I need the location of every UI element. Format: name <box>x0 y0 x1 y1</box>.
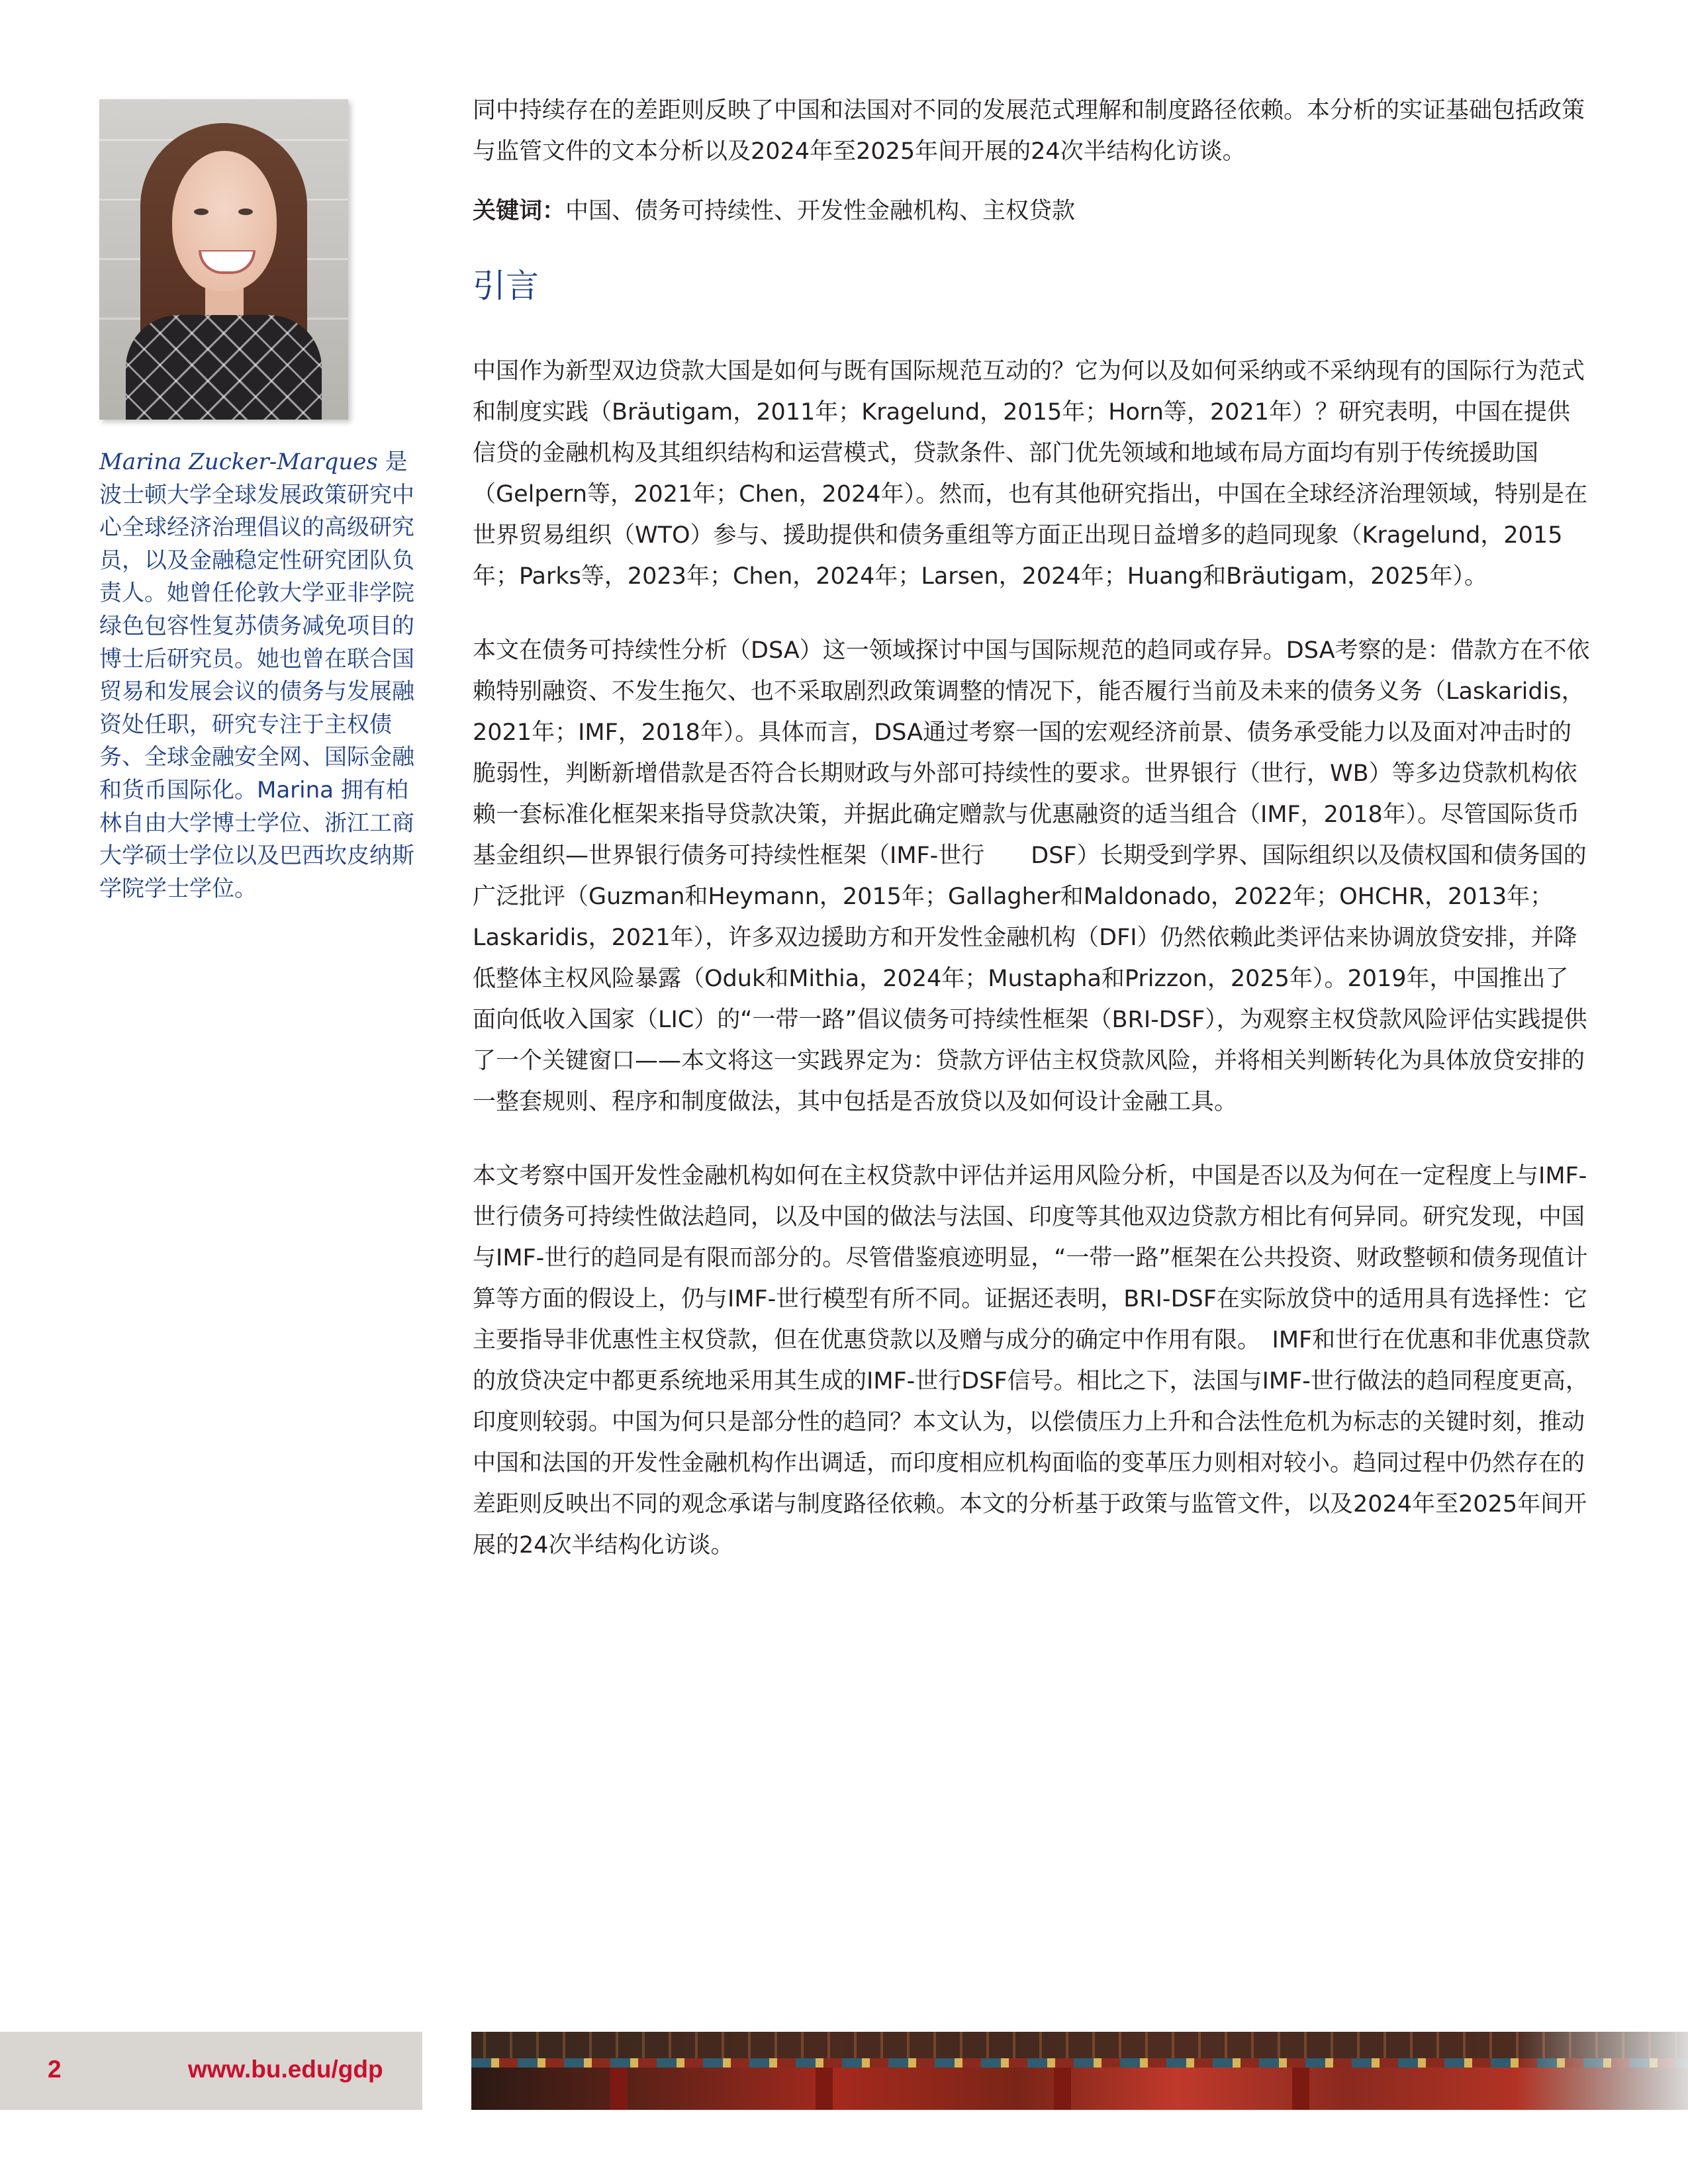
author-clothing <box>126 315 322 420</box>
author-name: Marina Zucker-Marques <box>99 449 378 475</box>
footer-banner-image <box>471 2032 1688 2110</box>
main-content <box>473 90 1591 1566</box>
keywords <box>473 191 1591 232</box>
footer-bar <box>0 2032 422 2110</box>
website-link[interactable]: www.bu.edu/gdp <box>188 2056 383 2083</box>
abstract-continuation: 同中持续存在的差距则反映了中国和法国对不同的发展范式理解和制度路径依赖。本分析的实证基础包括政策与监管文件的文本分析以及2024年至2025年间开展的24次半结构化访谈。 <box>473 97 1585 165</box>
author-sidebar <box>99 99 424 928</box>
author-bio-text: 是波士顿大学全球发展政策研究中心全球经济治理倡议的高级研究员，以及金融稳定性研究团队负责人。她曾任伦敦大学亚非学院绿色包容性复苏债务减免项目的博士后研究员。她也曾在联合国贸易和发展会议的债务与发展融资处任职，研究专注于主权债务、全球金融安全网、国际金融和货币国际化。Marina 拥有柏林自由大学博士学位、浙江工商大学硕士学位以及巴西坎皮纳斯学院学士学位。 <box>99 449 414 902</box>
author-bio <box>99 446 424 905</box>
keywords-label: 关键词： <box>473 198 566 224</box>
keywords-text: 中国、债务可持续性、开发性金融机构、主权贷款 <box>565 198 1076 224</box>
body-paragraph: 本文考察中国开发性金融机构如何在主权贷款中评估并运用风险分析，中国是否以及为何在一定程度上与IMF-世行债务可持续性做法趋同，以及中国的做法与法国、印度等其他双边贷款方相比有何异同。研究发现，中国与IMF-世行的趋同是有限而部分的。尽管借鉴痕迹明显，“一带一路”框架在公共投资、财政整顿和债务现值计算等方面的假设上，仍与IMF-世行模型有所不同。证据还表明，BRI-DSF在实际放贷中的适用具有选择性：它主要指导非优惠性主权贷款，但在优惠贷款以及赠与成分的确定中作用有限。 IMF和世行在优惠和非优惠贷款的放贷决定中都更系统地采用其生成的IMF-世行DSF信号。相比之下，法国与IMF-世行做法的趋同程度更高，印度则较弱。中国为何只是部分性的趋同？本文认为，以偿债压力上升和合法性危机为标志的关键时刻，推动中国和法国的开发性金融机构作出调适，而印度相应机构面临的变革压力则相对较小。趋同过程中仍然存在的差距则反映出不同的观念承诺与制度路径依赖。本文的分析基于政策与监管文件，以及2024年至2025年间开展的24次半结构化访谈。 <box>473 1163 1591 1559</box>
body-paragraph: 本文在债务可持续性分析（DSA）这一领域探讨中国与国际规范的趋同或存异。DSA考察的是：借款方在不依赖特别融资、不发生拖欠、也不采取剧烈政策调整的情况下，能否履行当前及未来的债务义务（Laskaridis，2021年；IMF，2018年）。具体而言，DSA通过考察一国的宏观经济前景、债务承受能力以及面对冲击时的脆弱性，判断新增借款是否符合长期财政与外部可持续性的要求。世界银行（世行，WB）等多边贷款机构依赖一套标准化框架来指导贷款决策，并据此确定赠款与优惠融资的适当组合（IMF，2018年）。尽管国际货币基金组织—世界银行债务可持续性框架（IMF-世行 DSF）长期受到学界、国际组织以及债权国和债务国的广泛批评（Guzman和Heymann，2015年；Gallagher和Maldonado，2022年；OHCHR，2013年；Laskaridis，2021年），许多双边援助方和开发性金融机构（DFI）仍然依赖此类评估来协调放贷安排，并降低整体主权风险暴露（Oduk和Mithia，2024年；Mustapha和Prizzon，2025年）。2019年，中国推出了面向低收入国家（LIC）的“一带一路”倡议债务可持续性框架（BRI-DSF），为观察主权贷款风险评估实践提供了一个关键窗口——本文将这一实践界定为：贷款方评估主权贷款风险，并将相关判断转化为具体放贷安排的一整套规则、程序和制度做法，其中包括是否放贷以及如何设计金融工具。 <box>473 637 1590 1115</box>
page-number: 2 <box>48 2056 62 2083</box>
body-paragraph: 中国作为新型双边贷款大国是如何与既有国际规范互动的？它为何以及如何采纳或不采纳现有的国际行为范式和制度实践（Bräutigam，2011年；Kragelund，2015年；Horn等，2021年）？研究表明，中国在提供信贷的金融机构及其组织结构和运营模式，贷款条件、部门优先领域和地域布局方面均有别于传统援助国（Gelpern等，2021年；Chen，2024年）。然而，也有其他研究指出，中国在全球经济治理领域，特别是在世界贸易组织（WTO）参与、援助提供和债务重组等方面正出现日益增多的趋同现象（Kragelund，2015年；Parks等，2023年；Chen，2024年；Larsen，2024年；Huang和Bräutigam，2025年）。 <box>473 358 1588 590</box>
section-heading: 引言 <box>473 267 539 305</box>
author-photo <box>99 99 348 420</box>
